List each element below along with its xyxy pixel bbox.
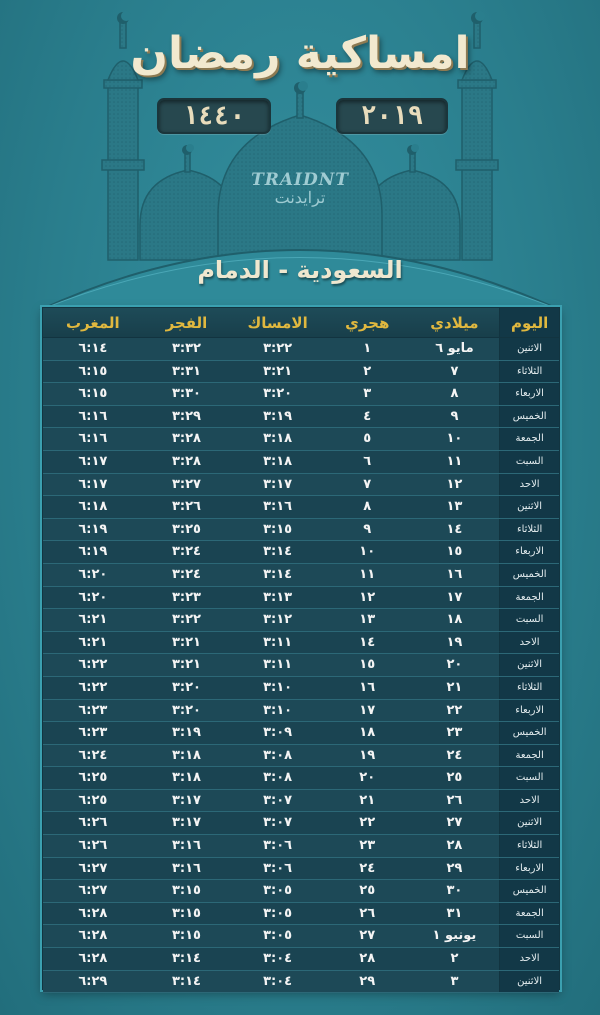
cell-fajr: ٣:٢٤ xyxy=(171,544,201,560)
cell-fajr: ٣:١٨ xyxy=(171,770,201,786)
table-row xyxy=(43,383,559,406)
table-row xyxy=(43,428,559,451)
cell-fajr: ٣:٣٠ xyxy=(171,386,201,402)
table-row xyxy=(43,812,559,835)
cell-fajr: ٣:١٥ xyxy=(171,928,201,944)
cell-gregorian: ٢٩ xyxy=(446,860,463,876)
cell-hijri: ٦ xyxy=(363,453,372,469)
cell-hijri: ٢٣ xyxy=(359,838,376,854)
cell-hijri: ١٢ xyxy=(359,589,376,605)
cell-gregorian: ٣١ xyxy=(446,905,463,921)
cell-day: الثلاثاء xyxy=(499,361,559,383)
table-row xyxy=(43,496,559,519)
table-row xyxy=(43,361,559,384)
cell-hijri: ٧ xyxy=(363,476,372,492)
cell-day: الخميس xyxy=(499,564,559,586)
cell-imsak: ٣:٠٦ xyxy=(263,838,293,854)
cell-imsak: ٣:٢٢ xyxy=(263,341,293,356)
cell-maghrib: ٦:٢٥ xyxy=(78,792,108,808)
cell-maghrib: ٦:١٧ xyxy=(78,476,108,492)
column-header-maghrib: المغرب xyxy=(65,314,120,332)
cell-day: الاحد xyxy=(499,474,559,496)
cell-imsak: ٣:٠٨ xyxy=(263,770,293,786)
cell-imsak: ٣:١٠ xyxy=(263,702,293,718)
cell-maghrib: ٦:١٦ xyxy=(78,431,108,447)
cell-hijri: ١٣ xyxy=(359,612,376,628)
cell-maghrib: ٦:٢٨ xyxy=(78,951,108,967)
column-header-day: اليوم xyxy=(499,308,559,337)
cell-hijri: ٨ xyxy=(363,499,372,515)
cell-fajr: ٣:٢٧ xyxy=(171,476,201,492)
cell-hijri: ١٤ xyxy=(359,634,376,650)
gregorian-year-badge: ٢٠١٩ xyxy=(336,98,448,134)
cell-gregorian: ١٧ xyxy=(446,589,463,605)
table-body xyxy=(43,338,559,993)
cell-gregorian: ١٣ xyxy=(446,499,463,515)
cell-day: السبت xyxy=(499,925,559,947)
cell-fajr: ٣:٢٨ xyxy=(171,453,201,469)
table-row xyxy=(43,948,559,971)
cell-maghrib: ٦:٢٩ xyxy=(78,973,108,989)
cell-hijri: ٢ xyxy=(363,363,372,379)
cell-hijri: ١١ xyxy=(359,566,376,582)
cell-imsak: ٣:١٣ xyxy=(263,589,293,605)
cell-hijri: ٢٧ xyxy=(359,928,376,944)
cell-fajr: ٣:٢٦ xyxy=(171,499,201,515)
cell-fajr: ٣:١٧ xyxy=(171,792,201,808)
cell-day: السبت xyxy=(499,767,559,789)
table-row xyxy=(43,451,559,474)
table-row xyxy=(43,474,559,497)
cell-gregorian: ١٨ xyxy=(446,612,463,628)
cell-imsak: ٣:١٠ xyxy=(263,679,293,695)
cell-hijri: ١٦ xyxy=(359,679,376,695)
cell-imsak: ٣:١٨ xyxy=(263,453,293,469)
cell-day: الثلاثاء xyxy=(499,835,559,857)
cell-gregorian: ١٩ xyxy=(446,634,463,650)
table-row xyxy=(43,654,559,677)
cell-hijri: ٢١ xyxy=(359,792,376,808)
cell-maghrib: ٦:٢٠ xyxy=(78,566,108,582)
cell-hijri: ٤ xyxy=(363,408,372,424)
cell-maghrib: ٦:٢٧ xyxy=(78,883,108,899)
cell-hijri: ٢٥ xyxy=(359,883,376,899)
table-row xyxy=(43,745,559,768)
cell-imsak: ٣:٢٠ xyxy=(263,386,293,402)
cell-gregorian: ١١ xyxy=(446,453,463,469)
cell-imsak: ٣:٠٧ xyxy=(263,815,293,831)
cell-day: الاثنين xyxy=(499,496,559,518)
cell-maghrib: ٦:١٥ xyxy=(78,386,108,402)
brand-name: TRAIDNT xyxy=(251,170,349,190)
cell-maghrib: ٦:١٨ xyxy=(78,499,108,515)
cell-hijri: ٥ xyxy=(363,431,372,447)
cell-day: الجمعة xyxy=(499,903,559,925)
column-header-imsak: الامساك xyxy=(247,314,308,332)
column-header-gregorian: ميلادي xyxy=(430,314,479,332)
cell-imsak: ٣:٠٥ xyxy=(263,905,293,921)
table-row xyxy=(43,632,559,655)
cell-maghrib: ٦:٢٣ xyxy=(78,725,108,741)
cell-hijri: ١٨ xyxy=(359,725,376,741)
table-row xyxy=(43,790,559,813)
cell-imsak: ٣:٠٩ xyxy=(263,725,293,741)
table-row xyxy=(43,925,559,948)
table-row xyxy=(43,609,559,632)
cell-gregorian: ٧ xyxy=(450,363,459,379)
cell-maghrib: ٦:٢١ xyxy=(78,634,108,650)
cell-gregorian: ٣٠ xyxy=(446,883,463,899)
cell-imsak: ٣:١٥ xyxy=(263,521,293,537)
cell-imsak: ٣:٠٧ xyxy=(263,792,293,808)
cell-gregorian: ١٤ xyxy=(446,521,463,537)
column-header-fajr: الفجر xyxy=(165,314,208,332)
cell-hijri: ٣ xyxy=(363,386,372,402)
cell-fajr: ٣:٢١ xyxy=(171,657,201,673)
cell-maghrib: ٦:٢١ xyxy=(78,612,108,628)
cell-fajr: ٣:١٤ xyxy=(171,973,201,989)
table-row xyxy=(43,858,559,881)
cell-day: الثلاثاء xyxy=(499,677,559,699)
cell-day: الاحد xyxy=(499,790,559,812)
cell-maghrib: ٦:١٩ xyxy=(78,544,108,560)
table-row xyxy=(43,406,559,429)
cell-hijri: ٢٤ xyxy=(359,860,376,876)
table-row xyxy=(43,519,559,542)
cell-hijri: ٢٦ xyxy=(359,905,376,921)
cell-day: الاحد xyxy=(499,632,559,654)
cell-imsak: ٣:٠٤ xyxy=(263,951,293,967)
cell-fajr: ٣:١٤ xyxy=(171,951,201,967)
cell-maghrib: ٦:٢٨ xyxy=(78,928,108,944)
cell-maghrib: ٦:٢٨ xyxy=(78,905,108,921)
table-row xyxy=(43,835,559,858)
table-row xyxy=(43,971,559,994)
cell-imsak: ٣:١٩ xyxy=(263,408,293,424)
cell-hijri: ١٠ xyxy=(359,544,376,560)
table-header xyxy=(43,308,559,338)
cell-imsak: ٣:٠٨ xyxy=(263,747,293,763)
cell-maghrib: ٦:١٧ xyxy=(78,453,108,469)
cell-fajr: ٣:٢٤ xyxy=(171,566,201,582)
cell-gregorian: ٣ xyxy=(450,973,459,989)
cell-fajr: ٣:١٧ xyxy=(171,815,201,831)
cell-gregorian: ٢ xyxy=(450,951,459,967)
cell-maghrib: ٦:٢٠ xyxy=(78,589,108,605)
cell-maghrib: ٦:١٤ xyxy=(78,341,108,356)
table-row xyxy=(43,564,559,587)
cell-imsak: ٣:١١ xyxy=(263,657,293,673)
cell-fajr: ٣:٢١ xyxy=(171,634,201,650)
cell-hijri: ٢٢ xyxy=(359,815,376,831)
cell-day: الاثنين xyxy=(499,812,559,834)
cell-fajr: ٣:٢٨ xyxy=(171,431,201,447)
table-row xyxy=(43,338,559,361)
cell-imsak: ٣:١٤ xyxy=(263,544,293,560)
cell-fajr: ٣:١٦ xyxy=(171,838,201,854)
cell-imsak: ٣:١٢ xyxy=(263,612,293,628)
cell-fajr: ٣:١٦ xyxy=(171,860,201,876)
city-title: السعودية - الدمام xyxy=(197,256,403,284)
cell-gregorian: ٩ xyxy=(450,408,459,424)
cell-imsak: ٣:٠٥ xyxy=(263,928,293,944)
cell-maghrib: ٦:٢٦ xyxy=(78,815,108,831)
cell-maghrib: ٦:١٥ xyxy=(78,363,108,379)
table-row xyxy=(43,722,559,745)
table-row xyxy=(43,767,559,790)
table-row xyxy=(43,880,559,903)
brand-script: ترايدنت xyxy=(274,188,326,207)
cell-maghrib: ٦:٢٢ xyxy=(78,679,108,695)
cell-imsak: ٣:١٤ xyxy=(263,566,293,582)
cell-imsak: ٣:١٨ xyxy=(263,431,293,447)
cell-imsak: ٣:١٦ xyxy=(263,499,293,515)
cell-gregorian: ١٦ xyxy=(446,566,463,582)
cell-day: الاحد xyxy=(499,948,559,970)
cell-day: الاثنين xyxy=(499,654,559,676)
cell-gregorian: ٢٣ xyxy=(446,725,463,741)
cell-day: الجمعة xyxy=(499,587,559,609)
cell-maghrib: ٦:٢٦ xyxy=(78,838,108,854)
table-row xyxy=(43,541,559,564)
cell-hijri: ١٩ xyxy=(359,747,376,763)
cell-gregorian: ٢٦ xyxy=(446,792,463,808)
table-row xyxy=(43,587,559,610)
cell-day: الثلاثاء xyxy=(499,519,559,541)
cell-day: الخميس xyxy=(499,406,559,428)
cell-maghrib: ٦:١٦ xyxy=(78,408,108,424)
cell-gregorian: ٢٨ xyxy=(446,838,463,854)
cell-fajr: ٣:٢٥ xyxy=(171,521,201,537)
cell-maghrib: ٦:٢٤ xyxy=(78,747,108,763)
cell-fajr: ٣:١٥ xyxy=(171,905,201,921)
cell-gregorian: ١٥ xyxy=(446,544,463,560)
cell-fajr: ٣:٢٣ xyxy=(171,589,201,605)
cell-fajr: ٣:٢٢ xyxy=(171,612,201,628)
cell-imsak: ٣:٠٥ xyxy=(263,883,293,899)
cell-imsak: ٣:١١ xyxy=(263,634,293,650)
cell-gregorian: مايو ٦ xyxy=(435,341,474,356)
cell-maghrib: ٦:٢٢ xyxy=(78,657,108,673)
cell-fajr: ٣:٣١ xyxy=(171,363,201,379)
hijri-year-badge: ١٤٤٠ xyxy=(157,98,271,134)
cell-maghrib: ٦:٢٧ xyxy=(78,860,108,876)
cell-hijri: ١٧ xyxy=(359,702,376,718)
cell-gregorian: ١٠ xyxy=(446,431,463,447)
cell-hijri: ٢٨ xyxy=(359,951,376,967)
page-title: امساكية رمضان xyxy=(130,28,470,79)
cell-day: الاربعاء xyxy=(499,700,559,722)
cell-fajr: ٣:١٥ xyxy=(171,883,201,899)
cell-imsak: ٣:١٧ xyxy=(263,476,293,492)
cell-maghrib: ٦:١٩ xyxy=(78,521,108,537)
cell-gregorian: يونيو ١ xyxy=(432,928,477,944)
cell-hijri: ١٥ xyxy=(359,657,376,673)
cell-gregorian: ٢٠ xyxy=(446,657,463,673)
cell-fajr: ٣:١٨ xyxy=(171,747,201,763)
cell-gregorian: ٢٧ xyxy=(446,815,463,831)
cell-gregorian: ٢٢ xyxy=(446,702,463,718)
cell-fajr: ٣:١٩ xyxy=(171,725,201,741)
cell-day: الخميس xyxy=(499,722,559,744)
cell-day: الاثنين xyxy=(499,338,559,360)
cell-day: الجمعة xyxy=(499,745,559,767)
column-header-hijri: هجري xyxy=(345,314,390,332)
cell-gregorian: ٨ xyxy=(450,386,459,402)
cell-day: الاربعاء xyxy=(499,383,559,405)
schedule-table xyxy=(42,307,560,990)
table-row xyxy=(43,677,559,700)
cell-gregorian: ٢٤ xyxy=(446,747,463,763)
cell-maghrib: ٦:٢٣ xyxy=(78,702,108,718)
cell-hijri: ٢٠ xyxy=(359,770,376,786)
cell-hijri: ١ xyxy=(363,341,372,356)
cell-day: السبت xyxy=(499,609,559,631)
cell-maghrib: ٦:٢٥ xyxy=(78,770,108,786)
table-row xyxy=(43,903,559,926)
cell-gregorian: ١٢ xyxy=(446,476,463,492)
cell-day: السبت xyxy=(499,451,559,473)
cell-day: الاثنين xyxy=(499,971,559,993)
cell-gregorian: ٢٥ xyxy=(446,770,463,786)
brand-logo xyxy=(250,170,350,220)
cell-imsak: ٣:٠٦ xyxy=(263,860,293,876)
cell-hijri: ٢٩ xyxy=(359,973,376,989)
cell-day: الجمعة xyxy=(499,428,559,450)
cell-fajr: ٣:٢٠ xyxy=(171,702,201,718)
cell-day: الاربعاء xyxy=(499,858,559,880)
cell-hijri: ٩ xyxy=(363,521,372,537)
cell-fajr: ٣:٢٩ xyxy=(171,408,201,424)
cell-imsak: ٣:٢١ xyxy=(263,363,293,379)
table-row xyxy=(43,700,559,723)
cell-day: الاربعاء xyxy=(499,541,559,563)
cell-fajr: ٣:٢٠ xyxy=(171,679,201,695)
cell-gregorian: ٢١ xyxy=(446,679,463,695)
cell-fajr: ٣:٣٢ xyxy=(171,341,201,356)
cell-day: الخميس xyxy=(499,880,559,902)
cell-imsak: ٣:٠٤ xyxy=(263,973,293,989)
